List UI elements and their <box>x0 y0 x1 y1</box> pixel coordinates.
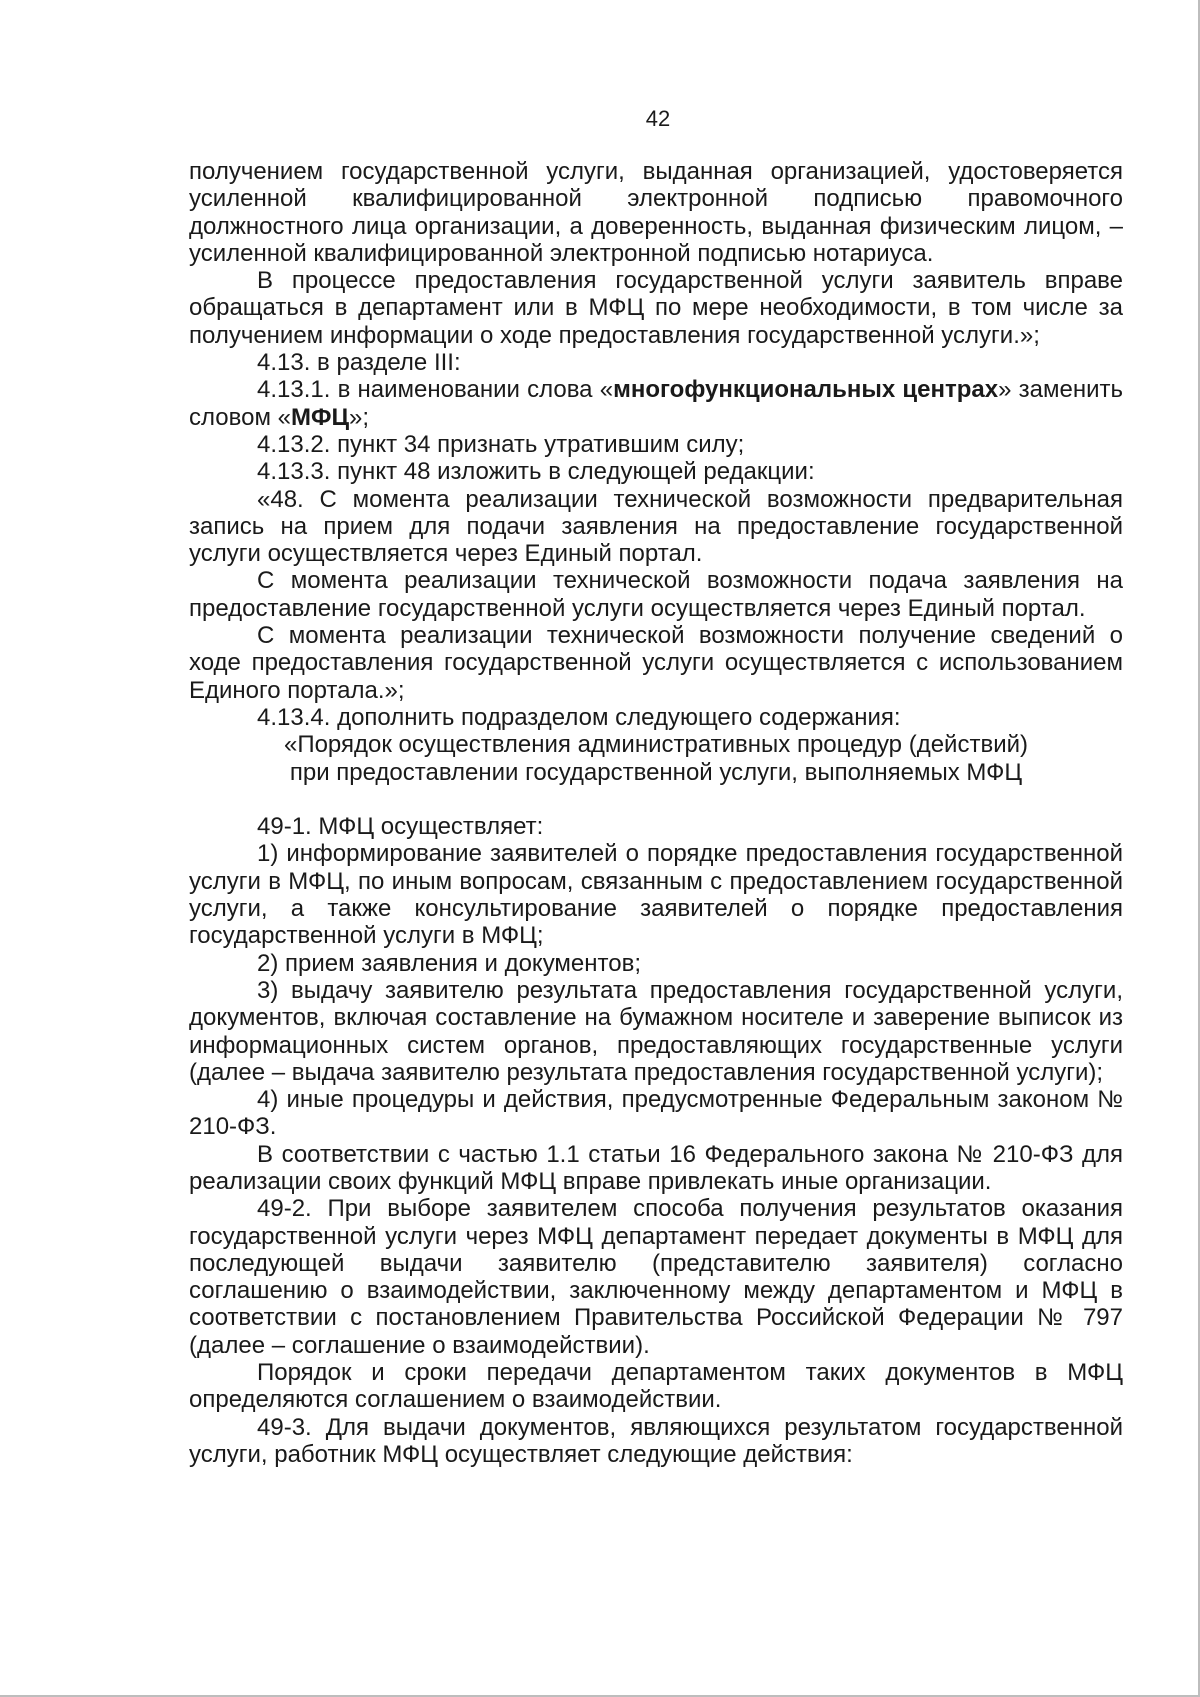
bold-text: многофункциональных центрах <box>613 376 999 404</box>
text-run: »; <box>348 403 369 431</box>
subsection-heading: «Порядок осуществления административных процедур (действий) при предоставлении государственной услуги, выполняемых МФЦ <box>283 731 1028 786</box>
list-item: 2) прием заявления и документов; <box>257 949 642 977</box>
list-item: 3) выдачу заявителю результата предоставления государственной услуги, документов, включая составление на бумажном носителе и заверение выписок из информационных систем органов, предоставляющих государственные услуги (далее – выдача заявителю результата предоставления государственной услуги); <box>189 976 1123 1086</box>
section-item: 4.13.4. дополнить подразделом следующего содержания: <box>257 703 901 731</box>
paragraph: С момента реализации технической возможности получение сведений о ходе предоставления государственной услуги осуществляется с использованием Единого портала.»; <box>189 622 1123 704</box>
text-run: 4.13.1. в наименовании слова « <box>257 376 614 404</box>
spacer <box>189 786 1123 813</box>
document-body <box>189 158 1123 1468</box>
list-item: 1) информирование заявителей о порядке предоставления государственной услуги в МФЦ, по иным вопросам, связанным с предоставлением государственной услуги, а также консультирование заявителей о порядке предоставления государственной услуги в МФЦ; <box>189 840 1123 950</box>
paragraph: получением государственной услуги, выданная организацией, удостоверяется усиленной квалифицированной электронной подписью правомочного должностного лица организации, а доверенность, выданная физическим лицом, – усиленной квалифицированной электронной подписью нотариуса. <box>189 158 1123 267</box>
text-run: » заменить словом « <box>189 376 1124 431</box>
paragraph: 49-1. МФЦ осуществляет: <box>257 813 544 841</box>
paragraph: «48. С момента реализации технической возможности предварительная запись на прием для подачи заявления на предоставление государственной услуги осуществляется через Единый портал. <box>189 485 1123 568</box>
paragraph: В процессе предоставления государственной услуги заявитель вправе обращаться в департамент или в МФЦ по мере необходимости, в том числе за получением информации о ходе предоставления государственной услуги.»; <box>189 267 1123 349</box>
paragraph: 49-2. При выборе заявителем способа получения результатов оказания государственной услуги через МФЦ департамент передает документы в МФЦ для последующей выдачи заявителю (представителю заявителя) согласно соглашению о взаимодействии, заключенному между департаментом и МФЦ в соответствии с постановлением Правительства Российской Федерации № 797 (далее – соглашение о взаимодействии). <box>189 1195 1123 1359</box>
paragraph: 49-3. Для выдачи документов, являющихся результатом государственной услуги, работник МФЦ осуществляет следующие действия: <box>189 1413 1123 1468</box>
section-item <box>189 376 1123 431</box>
section-item: 4.13.2. пункт 34 признать утратившим силу; <box>257 430 745 458</box>
bold-text: МФЦ <box>290 403 349 431</box>
paragraph: Порядок и сроки передачи департаментом таких документов в МФЦ определяются соглашением о взаимодействии. <box>189 1359 1123 1414</box>
page-number: 42 <box>645 106 671 131</box>
section-item: 4.13.3. пункт 48 изложить в следующей редакции: <box>257 458 815 486</box>
list-item: 4) иные процедуры и действия, предусмотренные Федеральным законом № 210-ФЗ. <box>189 1086 1123 1141</box>
paragraph: В соответствии с частью 1.1 статьи 16 Федерального закона № 210-ФЗ для реализации своих функций МФЦ вправе привлекать иные организации. <box>189 1140 1123 1195</box>
section-item: 4.13. в разделе III: <box>257 349 461 377</box>
paragraph: С момента реализации технической возможности подача заявления на предоставление государственной услуги осуществляется через Единый портал. <box>189 567 1123 622</box>
